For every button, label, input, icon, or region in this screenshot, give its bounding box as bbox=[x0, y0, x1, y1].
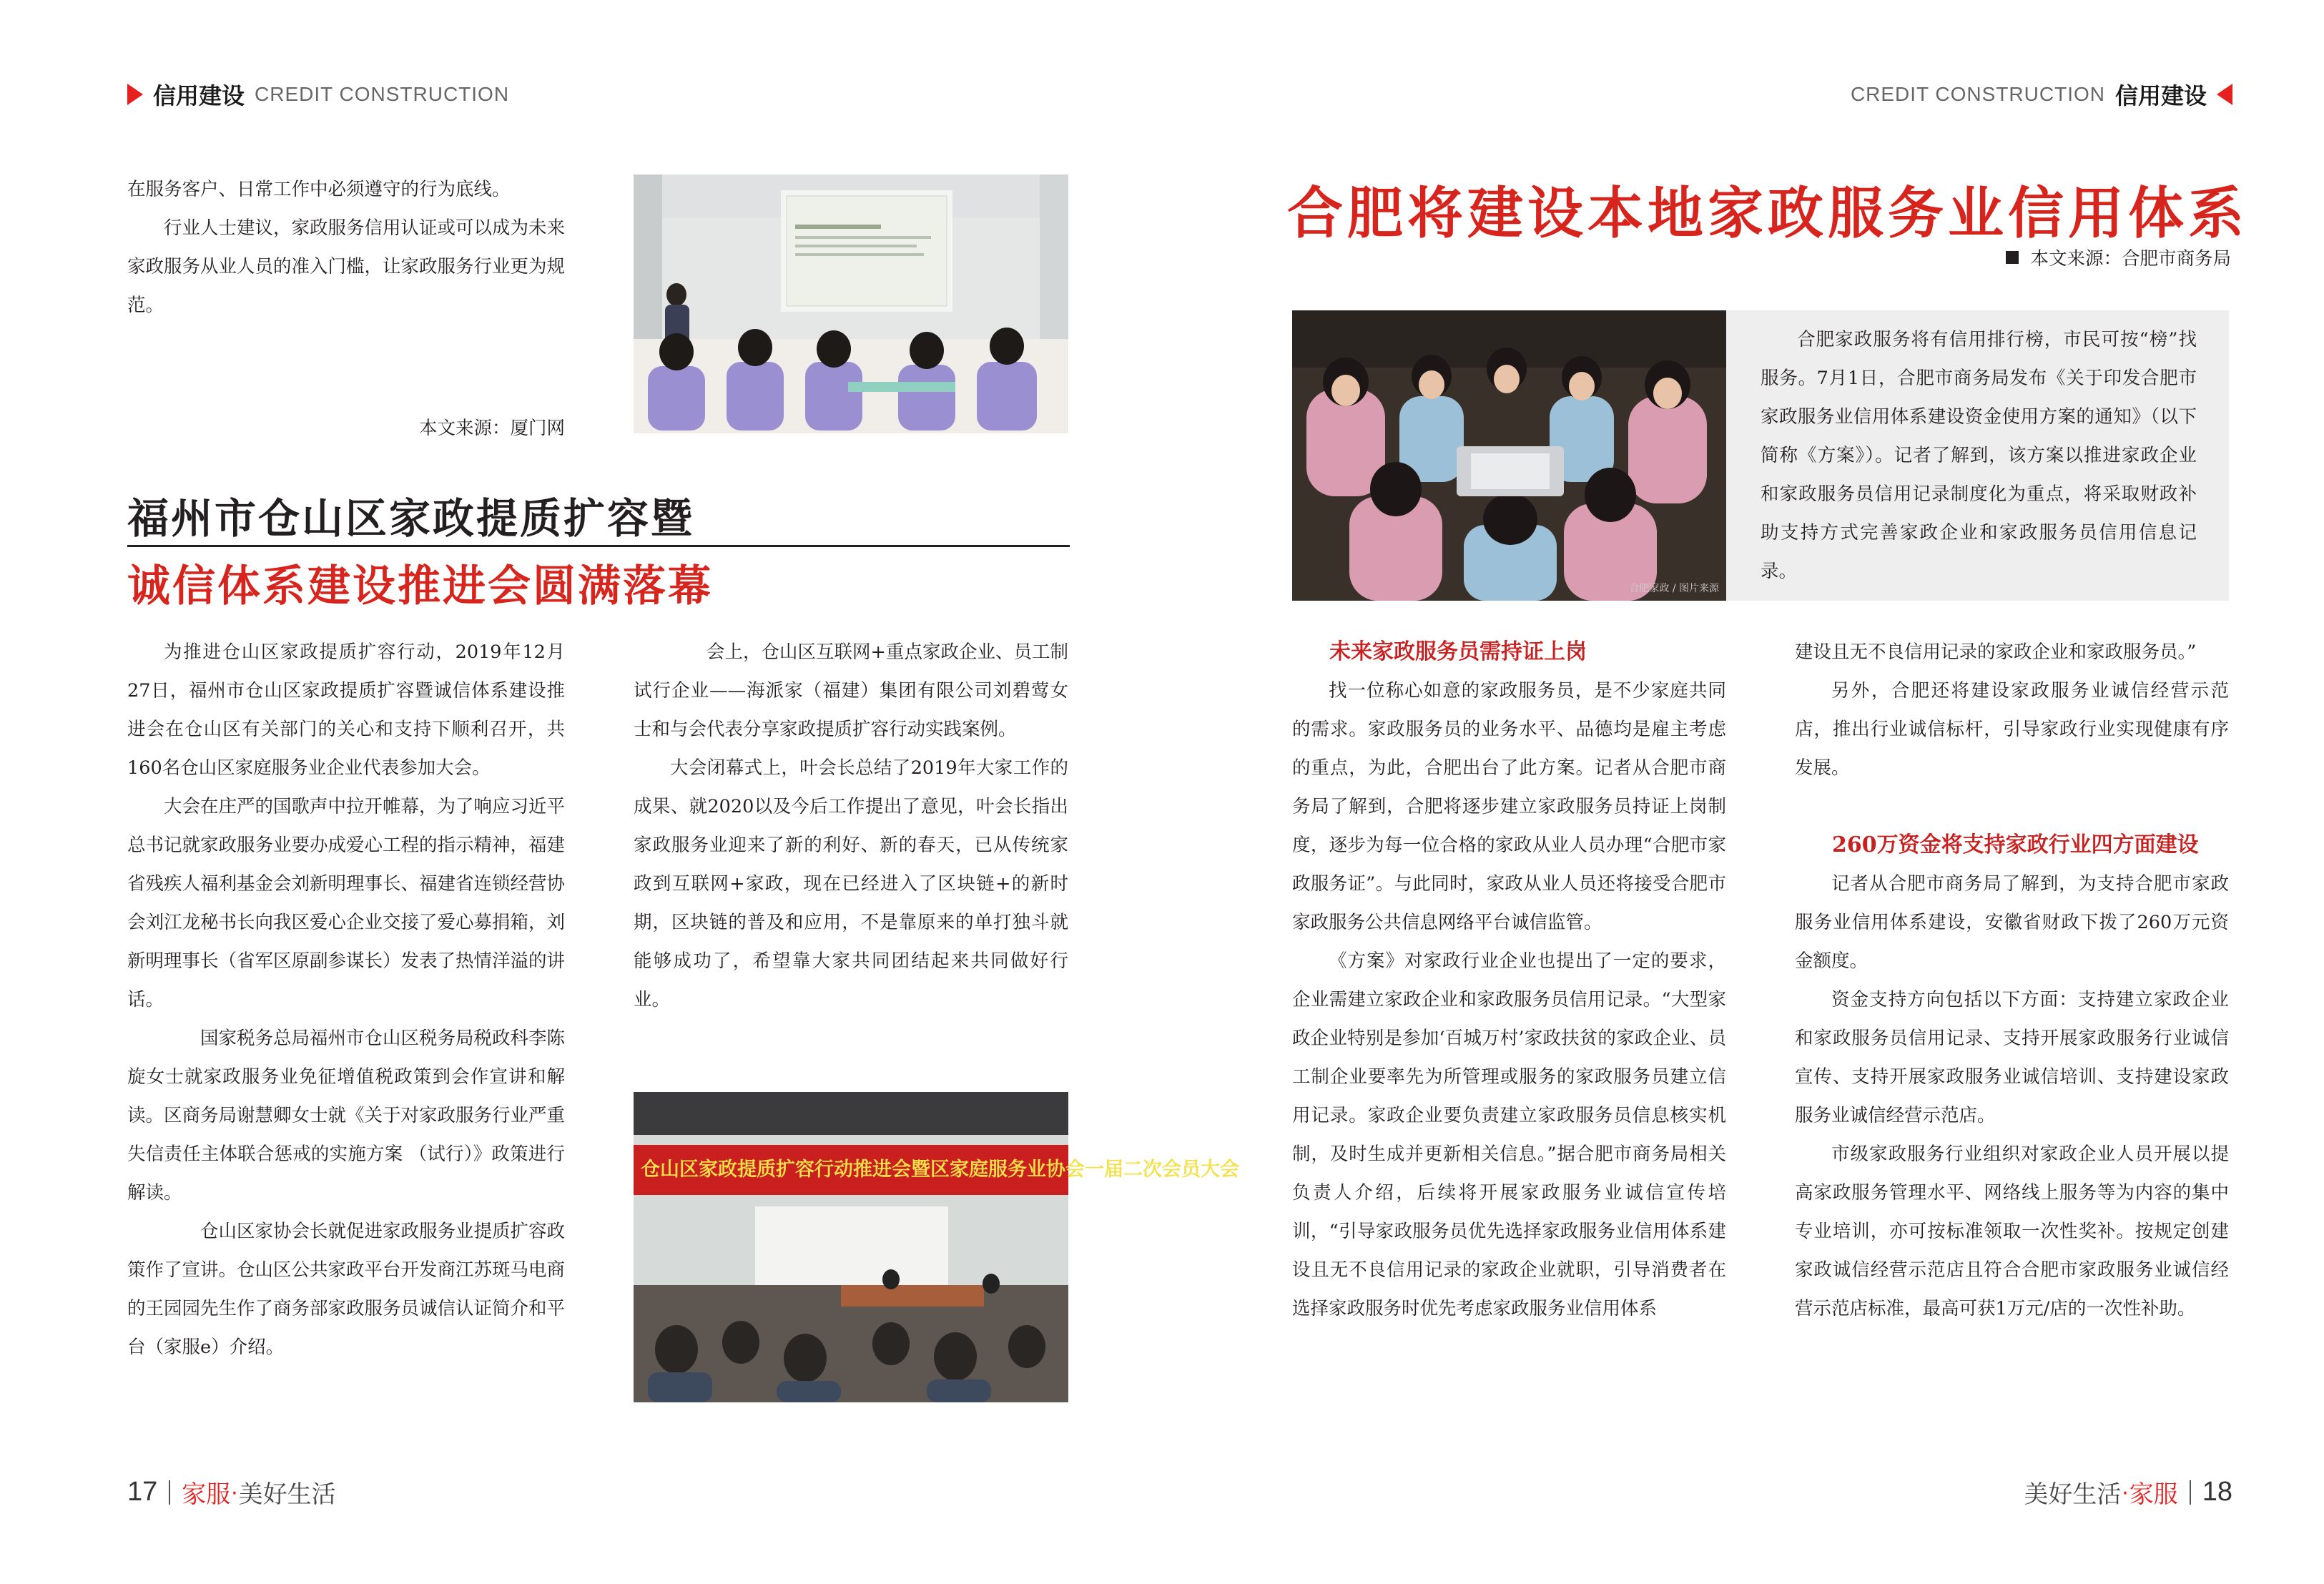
magazine-brand: 家服 bbox=[182, 1481, 231, 1508]
paragraph: 《方案》对家政行业企业也提出了一定的要求，企业需建立家政企业和家政服务员信用记录。“大型家政企业特别是参加‘百城万村’家政扶贫的家政企业、员工制企业要率先为所管理或服务的家政服务员建立信用记录。家政企业要负责建立家政服务员信息核实机制，及时生成并更新相关信息。”据合肥市商务局相关负责人介绍，后续将开展家政服务业诚信宣传培训，“引导家政服务员优先选择家政服务业信用体系建设且无不良信用记录的家政企业就职，引导消费者在选择家政服务时优先考虑家政服务业信用体系 bbox=[1292, 950, 1726, 1319]
section-title-zh: 信用建设 bbox=[2114, 83, 2207, 109]
article-column-2 bbox=[634, 633, 1068, 1019]
page-number: 18 bbox=[2202, 1477, 2232, 1507]
footer-left bbox=[127, 1475, 336, 1510]
square-bullet-icon bbox=[2006, 251, 2019, 264]
triangle-marker-icon bbox=[127, 84, 143, 105]
magazine-brand: 家服 bbox=[2129, 1481, 2178, 1508]
classroom-photo bbox=[634, 174, 1068, 433]
section-title-en: CREDIT CONSTRUCTION bbox=[255, 83, 510, 105]
subheading-funding: 260万资金将支持家政行业四方面建设 bbox=[1832, 832, 2199, 857]
article-column-1 bbox=[127, 633, 565, 1367]
paragraph: 资金支持方向包括以下方面：支持建立家政企业和家政服务员信用记录、支持开展家政服务行业诚信宣传、支持开展家政服务业诚信培训、支持建设家政服务业诚信经营示范店。 bbox=[1795, 989, 2229, 1126]
article-column-2 bbox=[1795, 633, 2229, 1328]
article-source-text: 本文来源：合肥市商务局 bbox=[2030, 248, 2231, 270]
subheading-license: 未来家政服务员需持证上岗 bbox=[1329, 639, 1587, 664]
magazine-title: 美好生活 bbox=[238, 1481, 336, 1508]
article-headline-line2: 诚信体系建设推进会圆满落幕 bbox=[127, 561, 713, 611]
photo-credit: 合肥家政 / 图片来源 bbox=[1629, 583, 1719, 594]
article-headline-line1: 福州市仓山区家政提质扩容暨 bbox=[127, 494, 695, 543]
article-source: 本文来源：厦门网 bbox=[418, 418, 565, 439]
paragraph: 建设且无不良信用记录的家政企业和家政服务员。” bbox=[1795, 641, 2197, 663]
section-title-en: CREDIT CONSTRUCTION bbox=[1850, 83, 2105, 105]
paragraph: 另外，合肥还将建设家政服务业诚信经营示范店，推出行业诚信标杆，引导家政行业实现健康有序发展。 bbox=[1795, 680, 2229, 779]
footer-divider bbox=[2190, 1480, 2191, 1505]
section-title-zh: 信用建设 bbox=[153, 83, 245, 109]
paragraph: 市级家政服务行业组织对家政企业人员开展以提高家政服务管理水平、网络线上服务等为内容的集中专业培训，亦可按标准领取一次性奖补。按规定创建家政诚信经营示范店且符合合肥市家政服务业诚信经营示范店标准，最高可获1万元/店的一次性补助。 bbox=[1795, 1143, 2229, 1319]
paragraph: 记者从合肥市商务局了解到，为支持合肥市家政服务业信用体系建设，安徽省财政下拨了260万元资金额度。 bbox=[1795, 873, 2229, 972]
conference-photo bbox=[634, 1092, 1239, 1402]
running-header-left bbox=[127, 80, 509, 109]
article-column-1 bbox=[1292, 633, 1726, 1328]
running-header-right bbox=[1851, 80, 2232, 109]
headline-rule bbox=[127, 545, 1070, 547]
paragraph: 会上，仓山区互联网+重点家政企业、员工制试行企业——海派家（福建）集团有限公司刘碧莺女士和与会代表分享家政提质扩容行动实践案例。 bbox=[634, 641, 1068, 740]
paragraph: 找一位称心如意的家政服务员，是不少家庭共同的需求。家政服务员的业务水平、品德均是雇主考虑的重点，为此，合肥出台了此方案。记者从合肥市商务局了解到，合肥将逐步建立家政服务员持证上岗制度，逐步为每一位合格的家政从业人员办理“合肥市家政服务证”。与此同时，家政从业人员还将接受合肥市家政服务公共信息网络平台诚信监管。 bbox=[1292, 680, 1726, 933]
paragraph: 仓山区家协会长就促进家政服务业提质扩容政策作了宣讲。仓山区公共家政平台开发商江苏斑马电商的王园园先生作了商务部家政服务员诚信认证简介和平台（家服e）介绍。 bbox=[127, 1221, 566, 1358]
paragraph: 行业人士建议，家政服务信用认证或可以成为未来家政服务从业人员的准入门槛，让家政服务行业更为规范。 bbox=[127, 217, 566, 316]
paragraph: 大会在庄严的国歌声中拉开帷幕，为了响应习近平总书记就家政服务业要办成爱心工程的指示精神，福建省残疾人福利基金会刘新明理事长、福建省连锁经营协会刘江龙秘书长向我区爱心企业交接了爱心募捐箱，刘新明理事长（省军区原副参谋长）发表了热情洋溢的讲话。 bbox=[127, 796, 566, 1010]
training-photo bbox=[1292, 310, 1726, 601]
paragraph: 在服务客户、日常工作中必须遵守的行为底线。 bbox=[127, 179, 511, 200]
paragraph: 大会闭幕式上，叶会长总结了2019年大家工作的成果、就2020以及今后工作提出了意见，叶会长指出家政服务业迎来了新的利好、新的春天，已从传统家政到互联网+家政，现在已经进入了区块链+的新时期，区块链的普及和应用，不是靠原来的单打独斗就能够成功了，希望靠大家共同团结起来共同做好行业。 bbox=[634, 757, 1068, 1010]
triangle-marker-icon bbox=[2217, 84, 2232, 105]
article-headline: 合肥将建设本地家政服务业信用体系 bbox=[1287, 182, 2249, 246]
intro-paragraph: 合肥家政服务将有信用排行榜，市民可按“榜”找服务。7月1日，合肥市商务局发布《关于印发合肥市家政服务业信用体系建设资金使用方案的通知》（以下简称《方案》）。记者了解到，该方案以推进家政企业和家政服务员信用记录制度化为重点，将采取财政补助支持方式完善家政企业和家政服务员信用信息记录。 bbox=[1761, 329, 2197, 582]
paragraph: 国家税务总局福州市仓山区税务局税政科李陈旋女士就家政服务业免征增值税政策到会作宣讲和解读。区商务局谢慧卿女士就《关于对家政服务行业严重失信责任主体联合惩戒的实施方案 （试行）》政策进行解读。 bbox=[127, 1028, 566, 1204]
article-source bbox=[2006, 245, 2231, 270]
footer-right bbox=[2024, 1475, 2232, 1510]
banner-text: 仓山区家政提质扩容行动推进会暨区家庭服务业协会一届二次会员大会 bbox=[641, 1159, 1239, 1181]
footer-divider bbox=[169, 1480, 170, 1505]
magazine-title: 美好生活 bbox=[2024, 1481, 2122, 1508]
footer-dot: · bbox=[230, 1478, 239, 1505]
paragraph: 为推进仓山区家政提质扩容行动，2019年12月27日，福州市仓山区家政提质扩容暨诚信体系建设推进会在仓山区有关部门的关心和支持下顺利召开，共160名仓山区家庭服务业企业代表参加大会。 bbox=[127, 641, 565, 779]
intro-box bbox=[1726, 310, 2229, 601]
continued-article bbox=[127, 170, 565, 325]
footer-dot: · bbox=[2121, 1478, 2129, 1505]
page-number: 17 bbox=[127, 1477, 158, 1507]
